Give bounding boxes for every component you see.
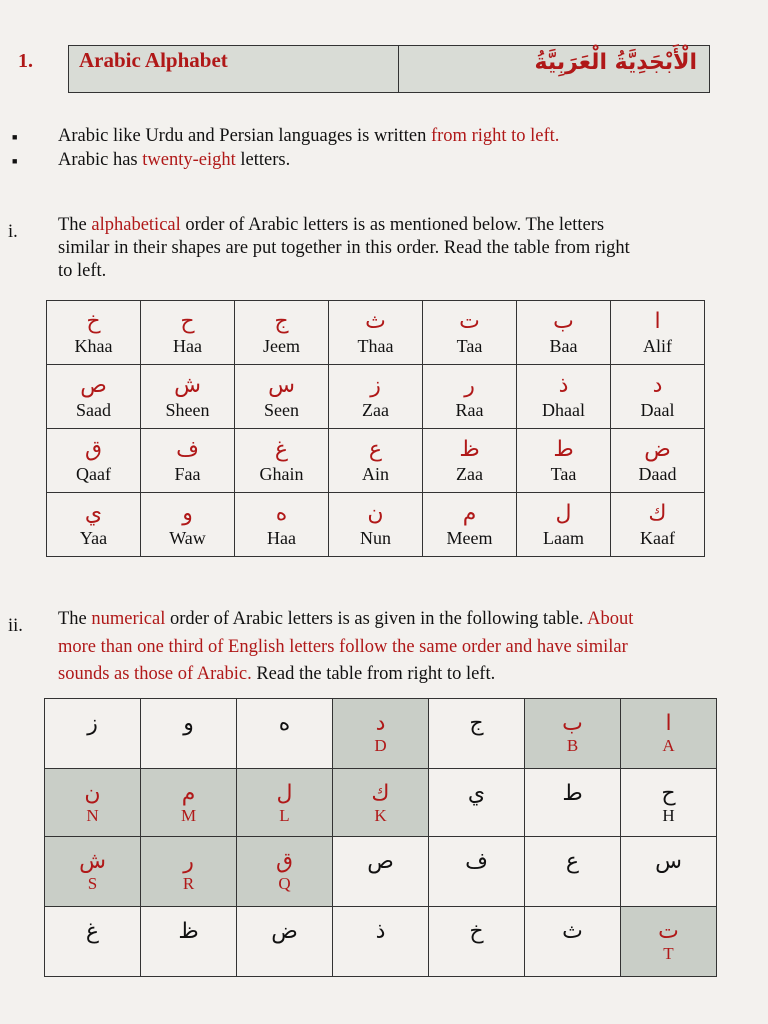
numerical-letter-cell [429,769,525,837]
numerical-letter-cell [141,699,237,769]
numerical-letter-cell [141,837,237,907]
letter-cell [329,493,423,557]
highlight-sounds: sounds as those of Arabic. [58,664,252,684]
letter-name: Zaa [362,400,389,420]
bullet-2-highlight: twenty-eight [142,150,236,170]
letter-name: Jeem [263,336,300,356]
text: The [58,609,92,629]
arabic-letter: ذ [558,373,569,398]
arabic-letter: ق [84,437,103,462]
arabic-letter: ص [80,373,107,398]
numerical-letter-cell [141,769,237,837]
letter-cell [517,365,611,429]
section-ii-line-3 [58,663,495,686]
table-row [47,365,705,429]
letter-cell [611,429,705,493]
letter-cell [611,301,705,365]
table-row [47,493,705,557]
letter-name: Meem [446,528,493,548]
highlight-numerical: numerical [91,609,166,629]
english-equivalent: N [86,806,99,825]
english-equivalent: M [180,806,197,825]
arabic-letter: ع [368,437,383,462]
arabic-letter: ط [553,437,574,462]
arabic-letter: ش [174,373,201,398]
arabic-letter: ك [371,781,390,806]
arabic-letter: ك [648,501,667,526]
numerical-letter-cell [237,769,333,837]
arabic-letter: ه [278,711,291,736]
letter-name: Qaaf [76,464,111,484]
bullet-2 [58,149,290,172]
english-equivalent: R [182,874,195,893]
arabic-letter: ي [84,501,103,526]
text: order of Arabic letters is as given in the following table. [165,609,588,629]
letter-name: Yaa [79,528,108,548]
letter-name: Daad [638,464,677,484]
letter-name: Seen [264,400,299,420]
letter-cell [329,429,423,493]
english-equivalent: K [374,806,387,825]
arabic-letter: ا [654,309,661,334]
english-equivalent: L [279,806,290,825]
letter-name: Laam [543,528,584,548]
letter-name: Ghain [259,464,304,484]
numerical-letter-cell [429,907,525,977]
numerical-order-table [44,698,717,977]
arabic-letter: و [183,711,194,736]
numerical-letter-cell [525,769,621,837]
arabic-letter: ص [367,849,394,874]
numerical-letter-cell [429,837,525,907]
section-i-marker: i. [8,222,18,242]
letter-name: Alif [643,336,672,356]
letter-cell [47,493,141,557]
english-equivalent: A [662,736,675,755]
english-equivalent: H [662,806,675,825]
arabic-letter: ب [553,309,574,334]
arabic-letter: ي [467,781,486,806]
numerical-letter-cell [525,699,621,769]
arabic-letter: ج [274,309,289,334]
numerical-letter-cell [525,837,621,907]
arabic-letter: غ [85,919,100,944]
arabic-letter: ض [271,919,298,944]
section-ii-marker: ii. [8,616,23,636]
table-row [47,429,705,493]
numerical-letter-cell [525,907,621,977]
section-i-line-3: to left. [58,261,107,281]
letter-name: Dhaal [542,400,585,420]
numerical-letter-cell [237,907,333,977]
section-ii-line-2: more than one third of English letters follow the same order and have similar [58,637,628,657]
numerical-letter-cell [333,769,429,837]
arabic-letter: ز [370,373,381,398]
arabic-letter: ر [464,373,475,398]
letter-cell [235,301,329,365]
arabic-letter: ا [665,711,672,736]
letter-cell [141,365,235,429]
letter-cell [423,301,517,365]
numerical-letter-cell [621,837,717,907]
letter-name: Faa [174,464,201,484]
heading-title-english: Arabic Alphabet [69,46,399,92]
letter-name: Raa [455,400,484,420]
english-equivalent: Q [278,874,291,893]
letter-name: Baa [549,336,578,356]
numerical-letter-cell [237,699,333,769]
letter-cell [141,429,235,493]
arabic-letter: ش [79,849,106,874]
highlight-alphabetical: alphabetical [91,215,181,235]
letter-name: Nun [360,528,391,548]
arabic-letter: ح [180,309,195,334]
bullet-1-highlight: from right to left. [430,126,560,146]
letter-cell [423,365,517,429]
arabic-letter: خ [86,309,101,334]
letter-cell [423,429,517,493]
table-row [45,837,717,907]
section-i-line-2: similar in their shapes are put together in this order. Read the table from right [58,238,630,258]
numerical-letter-cell [45,837,141,907]
letter-cell [235,493,329,557]
english-equivalent: T [663,944,674,963]
arabic-letter: ب [562,711,583,736]
letter-name: Waw [169,528,206,548]
letter-name: Kaaf [640,528,675,548]
arabic-letter: خ [469,919,484,944]
letter-cell [47,429,141,493]
arabic-letter: ط [562,781,583,806]
letter-cell [141,493,235,557]
letter-cell [611,493,705,557]
letter-cell [611,365,705,429]
arabic-letter: ق [275,849,294,874]
english-equivalent: S [87,874,98,893]
arabic-letter: ز [87,711,98,736]
numerical-letter-cell [45,699,141,769]
letter-cell [329,301,423,365]
letter-cell [517,301,611,365]
arabic-letter: غ [274,437,289,462]
numerical-letter-cell [333,837,429,907]
text: order of Arabic letters is as mentioned below. The letters [180,215,605,235]
letter-name: Zaa [456,464,483,484]
heading-title-arabic: الْأَبْجَدِيَّةُ الْعَرَبِيَّةُ [534,50,697,75]
arabic-letter: ل [276,781,293,806]
bullet-marker: ■ [12,132,18,142]
arabic-letter: ر [183,849,194,874]
letter-name: Taa [550,464,577,484]
section-ii-line-1 [58,608,633,631]
numerical-letter-cell [429,699,525,769]
heading-box [68,45,710,93]
bullet-1-text: Arabic like Urdu and Persian languages is written [58,126,431,146]
arabic-letter: ع [565,849,580,874]
alphabetical-order-table [46,300,705,557]
bullet-1 [58,125,559,148]
arabic-letter: ت [459,309,480,334]
english-equivalent: B [566,736,579,755]
arabic-letter: ف [465,849,488,874]
arabic-letter: ت [658,919,679,944]
letter-name: Khaa [74,336,113,356]
letter-cell [517,493,611,557]
arabic-letter: ث [562,919,583,944]
numerical-letter-cell [237,837,333,907]
letter-name: Thaa [357,336,394,356]
letter-cell [329,365,423,429]
table-row [47,301,705,365]
letter-cell [517,429,611,493]
arabic-letter: ض [644,437,671,462]
numerical-letter-cell [333,907,429,977]
arabic-letter: و [182,501,193,526]
arabic-letter: ج [469,711,484,736]
text: Read the table from right to left. [251,664,496,684]
arabic-letter: م [181,781,196,806]
arabic-letter: ل [555,501,572,526]
numerical-letter-cell [141,907,237,977]
letter-name: Taa [456,336,483,356]
numerical-letter-cell [333,699,429,769]
bullet-2-text: Arabic has [58,150,143,170]
arabic-letter: ه [275,501,288,526]
letter-name: Daal [640,400,675,420]
english-equivalent: D [374,736,387,755]
letter-cell [235,365,329,429]
arabic-letter: ظ [178,919,199,944]
section-i-line-1 [58,214,604,237]
arabic-letter: ن [84,781,101,806]
arabic-letter: ح [661,781,676,806]
numerical-letter-cell [621,699,717,769]
letter-cell [47,365,141,429]
arabic-letter: ن [367,501,384,526]
letter-cell [47,301,141,365]
bullet-marker: ■ [12,156,18,166]
letter-name: Haa [173,336,202,356]
arabic-letter: د [375,711,386,736]
numerical-letter-cell [45,907,141,977]
letter-cell [423,493,517,557]
arabic-letter: س [268,373,295,398]
bullet-2-text-end: letters. [235,150,291,170]
numerical-letter-cell [621,907,717,977]
letter-name: Ain [362,464,389,484]
letter-cell [141,301,235,365]
numerical-letter-cell [45,769,141,837]
highlight-about: About [587,609,634,629]
arabic-letter: م [462,501,477,526]
table-row [45,907,717,977]
letter-name: Sheen [165,400,210,420]
letter-cell [235,429,329,493]
section-number: 1. [18,50,33,72]
table-row [45,769,717,837]
numerical-letter-cell [621,769,717,837]
arabic-letter: ف [176,437,199,462]
table-row [45,699,717,769]
arabic-letter: س [655,849,682,874]
arabic-letter: ظ [459,437,480,462]
letter-name: Haa [267,528,296,548]
arabic-letter: د [652,373,663,398]
letter-name: Saad [76,400,111,420]
arabic-letter: ث [365,309,386,334]
arabic-letter: ذ [375,919,386,944]
text: The [58,215,92,235]
